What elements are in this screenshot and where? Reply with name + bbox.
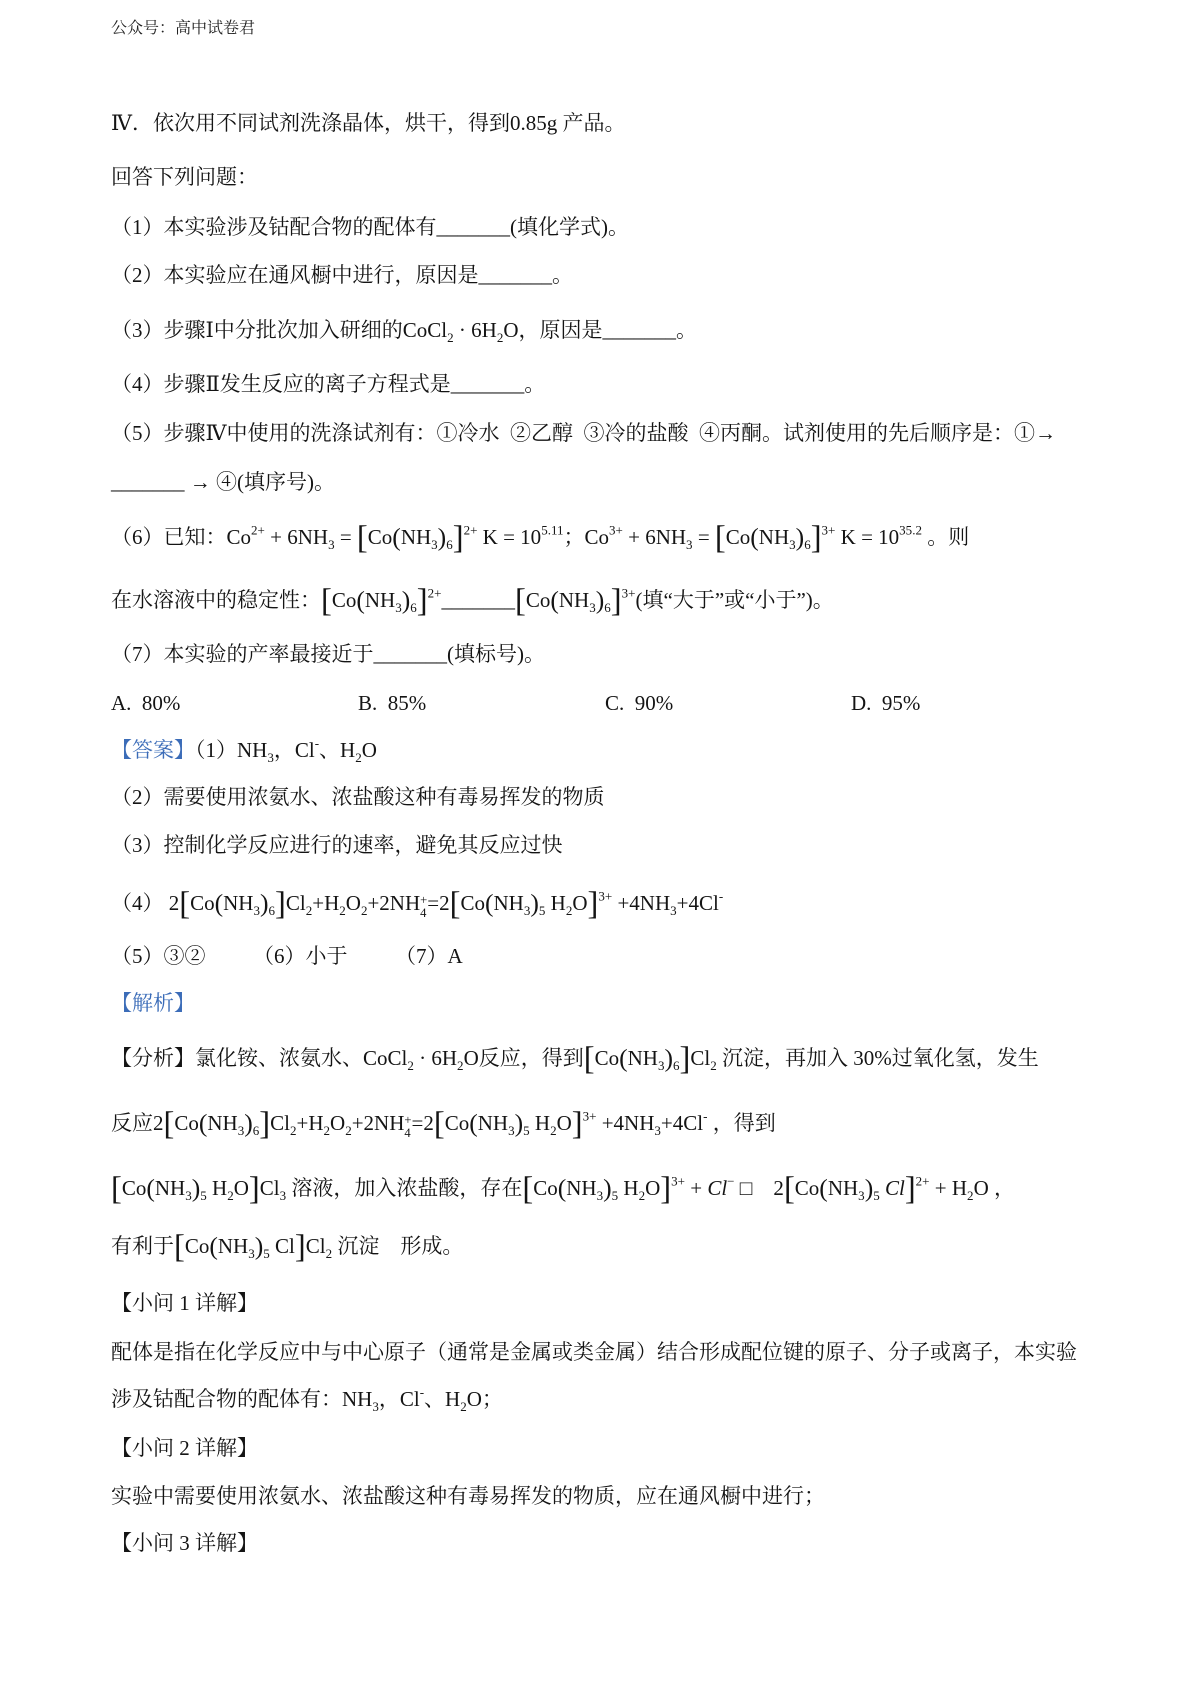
superscript: - <box>314 735 320 751</box>
subscript: 5 <box>611 1187 619 1203</box>
text-run: Co <box>226 525 252 549</box>
text-run: NH <box>400 525 432 549</box>
subscript: 3 <box>185 1187 192 1203</box>
text-run: 。则 <box>921 525 970 549</box>
text-run: O <box>361 738 377 762</box>
option-d <box>851 688 920 718</box>
charge-stack <box>404 1114 411 1140</box>
subscript: 3 <box>858 1187 865 1203</box>
parenthesis: ) <box>244 1108 253 1138</box>
text-run: H <box>545 891 566 915</box>
option-b <box>358 688 426 718</box>
step-iv-text: Ⅳ．依次用不同试剂洗涤晶体，烘干，得到0.85g 产品。 <box>111 111 626 135</box>
italic-symbol: Cl <box>879 1176 905 1200</box>
subscript: 2 <box>710 1057 717 1073</box>
text-run: NH <box>207 1111 238 1135</box>
superscript: + <box>404 1112 412 1127</box>
text-run: Co <box>525 588 551 612</box>
question-1: （1）本实验涉及钴配合物的配体有_______(填化学式)。 <box>111 215 629 239</box>
parenthesis: ( <box>214 888 224 918</box>
text-run: Co <box>331 588 357 612</box>
superscript: 3+ <box>609 522 623 538</box>
parenthesis: ( <box>469 1108 478 1138</box>
answer-1 <box>195 735 377 765</box>
subscript: 4 <box>420 905 427 920</box>
superscript: − <box>727 1173 735 1189</box>
text-run: = <box>334 525 357 549</box>
option-a <box>111 688 180 718</box>
superscript: 2+ <box>251 522 265 538</box>
text-run: NH <box>364 588 396 612</box>
text-run: O； <box>466 1387 503 1411</box>
subscript: 2 <box>305 902 313 918</box>
text-run: NH <box>627 1046 658 1070</box>
subscript: 6 <box>268 902 276 918</box>
subscript: 3 <box>248 1245 255 1261</box>
answer-label: 【答案】 <box>111 738 195 762</box>
detail-1-line-2 <box>111 1384 503 1414</box>
subscript: 2 <box>289 1122 297 1138</box>
parenthesis: ) <box>514 1108 524 1138</box>
text-run: 溶液，加入浓盐酸，存在 <box>286 1176 523 1200</box>
text-run: Cl <box>269 1234 295 1258</box>
text-run: O <box>233 1176 249 1200</box>
text-run: 反应2 <box>111 1111 164 1135</box>
answer-2: （2）需要使用浓氨水、浓盐酸这种有毒易挥发的物质 <box>111 785 605 809</box>
text-run: CoCl <box>402 318 448 342</box>
text-run: Co <box>184 1234 210 1258</box>
analysis-line-3 <box>111 1170 1015 1207</box>
text-run: H <box>529 1111 551 1135</box>
text-run: = <box>692 525 715 549</box>
superscript: - <box>419 1384 425 1400</box>
parenthesis: ) <box>437 522 447 552</box>
subscript: 2 <box>550 1122 557 1138</box>
text-run: （1）NH <box>195 738 268 762</box>
text-run: _______ <box>441 588 515 612</box>
text-run: +4Cl <box>676 891 719 915</box>
parenthesis: ( <box>198 1108 208 1138</box>
subscript: 3 <box>523 902 531 918</box>
option-value: 90% <box>634 691 674 715</box>
subscript: 2 <box>345 1122 352 1138</box>
subscript: 3 <box>589 599 596 615</box>
text-run: Co <box>533 1176 558 1200</box>
option-letter: B. <box>358 691 378 715</box>
parenthesis: ( <box>392 522 401 552</box>
text-run: 反应，得到 <box>478 1046 584 1070</box>
text-run: Cl <box>270 1111 290 1135</box>
answer-line-1 <box>111 735 377 765</box>
text-run: O <box>645 1176 661 1200</box>
bracket: ] <box>248 1170 260 1207</box>
superscript: 2+ <box>427 585 442 601</box>
subscript: 3 <box>431 536 438 552</box>
subscript: 3 <box>654 1122 661 1138</box>
bracket: [ <box>174 1228 185 1265</box>
text-run: O <box>503 318 519 342</box>
text-run: ，原因是_______。 <box>518 318 698 342</box>
subscript: 3 <box>237 1122 245 1138</box>
text-run: NH <box>477 1111 509 1135</box>
text-run: + 6NH <box>622 525 687 549</box>
text-run: ，Cl <box>273 738 315 762</box>
option-letter: A. <box>111 691 132 715</box>
text-run: Co <box>367 525 393 549</box>
questions-prompt: 回答下列问题： <box>111 165 258 189</box>
bracket: [ <box>522 1170 534 1207</box>
text-run: K = 10 <box>477 525 542 549</box>
text-run: =2 <box>427 891 450 915</box>
superscript: - <box>703 1108 708 1124</box>
subscript: 3 <box>508 1122 515 1138</box>
subscript: 2 <box>339 902 346 918</box>
text-run: （3）步骤Ⅰ中分批次加入研细的 <box>111 318 403 342</box>
text-run: NH <box>493 891 524 915</box>
bracket: [ <box>783 1170 795 1207</box>
subscript: 5 <box>523 1122 530 1138</box>
superscript: 3+ <box>582 1108 597 1124</box>
subscript: 4 <box>404 1125 411 1140</box>
answer-3: （3）控制化学反应进行的速率，避免其反应过快 <box>111 833 563 857</box>
text-run: + H <box>929 1176 968 1200</box>
bracket: ] <box>275 885 286 922</box>
text-run: + <box>684 1176 708 1200</box>
text-run: Cl <box>690 1046 711 1070</box>
subscript: 2 <box>460 1398 467 1414</box>
text-run: 、H <box>424 1387 461 1411</box>
subscript: 2 <box>447 329 454 345</box>
parenthesis: ) <box>664 1043 674 1073</box>
bracket: [ <box>433 1105 445 1142</box>
detail-2-text: 实验中需要使用浓氨水、浓盐酸这种有毒易挥发的物质，应在通风橱中进行； <box>111 1484 825 1508</box>
parenthesis: ) <box>795 522 805 552</box>
bracket: ] <box>810 519 822 556</box>
text-run: NH <box>154 1176 186 1200</box>
text-run: +2NH <box>367 891 421 915</box>
text-run: Co <box>121 1176 147 1200</box>
text-run: Co <box>594 1046 620 1070</box>
text-run: 沉淀 形成。 <box>332 1234 464 1258</box>
answer-7: （7）A <box>395 944 463 968</box>
parenthesis: ) <box>254 1231 264 1261</box>
bracket: [ <box>449 885 461 922</box>
text-run: NH <box>758 525 790 549</box>
bracket: [ <box>321 582 332 619</box>
text-run: 有利于 <box>111 1234 174 1258</box>
subscript: 2 <box>355 749 362 765</box>
text-run: Co <box>174 1111 199 1135</box>
text-run: · 6H <box>413 1046 458 1070</box>
bracket: [ <box>163 1105 175 1142</box>
parenthesis: ) <box>530 888 539 918</box>
subscript: 3 <box>789 536 796 552</box>
subscript: 6 <box>804 536 811 552</box>
bracket: [ <box>714 519 726 556</box>
text-run: ，得到 <box>707 1111 776 1135</box>
question-5-line-1: （5）步骤Ⅳ中使用的洗涤试剂有：①冷水 ②乙醇 ③冷的盐酸 ④丙酮。试剂使用的先后顺序是：①→ <box>111 421 1056 445</box>
text-run: NH <box>217 1234 249 1258</box>
bracket: ] <box>294 1228 306 1265</box>
text-run: ，Cl <box>378 1387 420 1411</box>
text-run: Cl <box>305 1234 326 1258</box>
question-4: （4）步骤Ⅱ发生反应的离子方程式是_______。 <box>111 372 546 396</box>
detail-1-heading: 【小问 1 详解】 <box>111 1291 258 1315</box>
text-run: · 6H <box>453 318 497 342</box>
answer-6: （6）小于 <box>253 944 348 968</box>
superscript: - <box>718 888 724 904</box>
option-c <box>605 688 673 718</box>
subscript: 3 <box>279 1187 287 1203</box>
superscript: 3+ <box>671 1173 685 1189</box>
subscript: 3 <box>395 599 402 615</box>
text-run: +4Cl <box>660 1111 704 1135</box>
superscript: + <box>420 892 428 907</box>
superscript: 2+ <box>463 522 478 538</box>
question-3 <box>111 315 697 345</box>
bracket: [ <box>111 1170 122 1207</box>
subscript: 5 <box>873 1187 880 1203</box>
text-run: O <box>572 891 588 915</box>
parenthesis: ( <box>484 888 494 918</box>
text-run: K = 10 <box>835 525 900 549</box>
subscript: 3 <box>686 536 693 552</box>
detail-1-line-1: 配体是指在化学反应中与中心原子（通常是金属或类金属）结合形成配位键的原子、分子或离子，本实验 <box>111 1340 1077 1364</box>
subscript: 2 <box>407 1057 414 1073</box>
analysis-line-4 <box>111 1228 464 1265</box>
bracket: [ <box>583 1040 595 1077</box>
question-5-line-2: _______ → ④(填序号)。 <box>111 470 335 494</box>
text-run: Cl <box>259 1176 280 1200</box>
text-run: NH <box>223 891 254 915</box>
subscript: 3 <box>253 902 260 918</box>
parenthesis: ( <box>209 1231 218 1261</box>
text-run: ；Co <box>563 525 609 549</box>
question-6-line-2 <box>111 582 834 619</box>
subscript: 2 <box>227 1187 234 1203</box>
parenthesis: ( <box>619 1043 628 1073</box>
bracket: ] <box>679 1040 691 1077</box>
text-run: Cl <box>285 891 306 915</box>
text-run: NH <box>566 1176 597 1200</box>
subscript: 5 <box>200 1187 207 1203</box>
bracket: ] <box>416 582 428 619</box>
bracket: ] <box>452 519 464 556</box>
text-run: Co <box>794 1176 820 1200</box>
superscript: 3+ <box>821 522 836 538</box>
option-value: 80% <box>141 691 181 715</box>
text-run: +4NH <box>596 1111 655 1135</box>
parenthesis: ( <box>550 585 559 615</box>
subscript: 2 <box>565 902 573 918</box>
subscript: 2 <box>360 902 368 918</box>
text-run: (填“大于”或“小于”)。 <box>635 588 834 612</box>
subscript: 6 <box>673 1057 680 1073</box>
subscript: 2 <box>638 1187 646 1203</box>
subscript: 2 <box>967 1187 974 1203</box>
text-run: Co <box>190 891 215 915</box>
text-run: Co <box>725 525 751 549</box>
parenthesis: ) <box>603 1173 612 1203</box>
analysis-line-2 <box>111 1105 776 1142</box>
text-run: + 6NH <box>264 525 329 549</box>
text-run: （6）已知： <box>111 525 227 549</box>
analysis-label: 【解析】 <box>111 991 195 1015</box>
bracket: ] <box>610 582 622 619</box>
text-run: Co <box>444 1111 470 1135</box>
subscript: 5 <box>538 902 546 918</box>
bracket: ] <box>259 1105 271 1142</box>
bracket: ] <box>904 1170 916 1207</box>
parenthesis: ( <box>146 1173 155 1203</box>
subscript: 5 <box>263 1245 270 1261</box>
italic-symbol: Cl <box>707 1176 728 1200</box>
bracket: [ <box>515 582 526 619</box>
question-6-line-1 <box>111 519 970 556</box>
text-run: O <box>330 1111 346 1135</box>
subscript: 3 <box>670 902 677 918</box>
subscript: 2 <box>323 1122 331 1138</box>
question-7: （7）本实验的产率最接近于_______(填标号)。 <box>111 642 545 666</box>
option-value: 95% <box>881 691 921 715</box>
text-run: Co <box>460 891 485 915</box>
parenthesis: ) <box>260 888 269 918</box>
subscript: 6 <box>446 536 453 552</box>
question-2: （2）本实验应在通风橱中进行，原因是_______。 <box>111 263 573 287</box>
text-run: +H <box>312 891 340 915</box>
text-run: NH <box>558 588 590 612</box>
text-run: H <box>206 1176 228 1200</box>
text-run: □ 2 <box>734 1176 784 1200</box>
text-run: 在水溶液中的稳定性： <box>111 588 321 612</box>
subscript: 3 <box>596 1187 604 1203</box>
text-run: +2NH <box>351 1111 405 1135</box>
subscript: 3 <box>328 536 335 552</box>
superscript: 35.2 <box>899 522 922 538</box>
text-run: 【分析】氯化铵、浓氨水、 <box>111 1046 363 1070</box>
parenthesis: ( <box>750 522 759 552</box>
option-letter: C. <box>605 691 625 715</box>
text-run: +H <box>296 1111 324 1135</box>
subscript: 2 <box>325 1245 333 1261</box>
parenthesis: ) <box>595 585 605 615</box>
text-run: O <box>463 1046 479 1070</box>
bracket: ] <box>571 1105 583 1142</box>
parenthesis: ) <box>864 1173 874 1203</box>
bracket: ] <box>660 1170 672 1207</box>
superscript: 3+ <box>598 888 613 904</box>
parenthesis: ) <box>401 585 411 615</box>
source-watermark: 公众号：高中试卷君 <box>111 20 256 37</box>
subscript: 6 <box>252 1122 260 1138</box>
detail-2-heading: 【小问 2 详解】 <box>111 1436 258 1460</box>
text-run: O <box>556 1111 572 1135</box>
superscript: 5.11 <box>541 522 564 538</box>
subscript: 3 <box>657 1057 665 1073</box>
parenthesis: ) <box>191 1173 201 1203</box>
parenthesis: ( <box>819 1173 828 1203</box>
subscript: 6 <box>604 599 611 615</box>
text-run: （4） 2 <box>111 891 180 915</box>
text-run: CoCl <box>363 1046 408 1070</box>
superscript: 2+ <box>915 1173 930 1189</box>
subscript: 3 <box>372 1398 379 1414</box>
subscript: 2 <box>496 329 504 345</box>
answer-5: （5）③② <box>111 944 206 968</box>
option-value: 85% <box>387 691 427 715</box>
parenthesis: ( <box>356 585 365 615</box>
option-letter: D. <box>851 691 872 715</box>
bracket: [ <box>179 885 191 922</box>
text-run: 涉及钴配合物的配体有：NH <box>111 1387 373 1411</box>
bracket: [ <box>356 519 368 556</box>
subscript: 3 <box>267 749 274 765</box>
detail-3-heading: 【小问 3 详解】 <box>111 1531 258 1555</box>
text-run: O ， <box>973 1176 1015 1200</box>
parenthesis: ( <box>557 1173 567 1203</box>
analysis-line-1 <box>111 1040 1039 1077</box>
subscript: 2 <box>457 1057 464 1073</box>
bracket: ] <box>587 885 599 922</box>
text-run: O <box>345 891 361 915</box>
text-run: NH <box>827 1176 859 1200</box>
text-run: 、H <box>319 738 356 762</box>
text-run: =2 <box>411 1111 434 1135</box>
text-run: 沉淀，再加入 30%过氧化氢，发生 <box>716 1046 1039 1070</box>
text-run: +4NH <box>612 891 671 915</box>
superscript: 3+ <box>621 585 636 601</box>
answer-4-equation <box>111 885 724 922</box>
subscript: 6 <box>410 599 417 615</box>
text-run: H <box>618 1176 639 1200</box>
